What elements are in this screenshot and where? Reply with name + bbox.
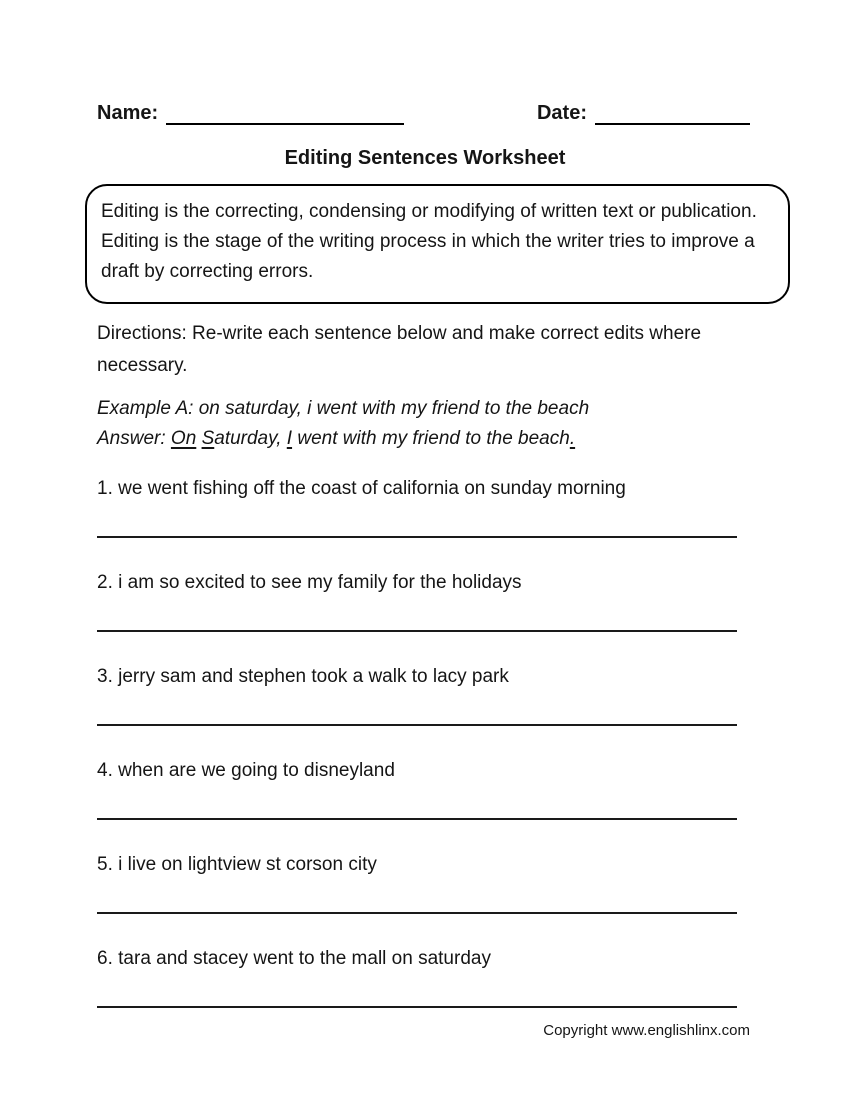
example-answer-segment-underlined: On [170,428,197,449]
sentence-body: we went fishing off the coast of california on sunday morning [118,478,626,499]
name-blank[interactable] [166,105,404,125]
example-answer-segment: went with my friend to the beach [292,428,570,449]
sentence-item-1 [97,478,850,538]
answer-blank-3[interactable] [97,724,737,726]
sentence-text-1 [97,478,850,500]
example-answer [97,424,750,454]
name-label: Name: [97,102,159,124]
example-answer-segment-underlined: S [201,428,215,449]
sentence-number: 3. [97,666,113,687]
sentence-text-3 [97,666,850,688]
page-title: Editing Sentences Worksheet [284,147,566,169]
footer [0,1022,750,1040]
example-block [97,394,750,454]
example-answer-segment-underlined: . [569,428,576,449]
example-answer-segment-underlined: I [286,428,293,449]
sentence-body: i am so excited to see my family for the holidays [118,572,522,593]
sentence-body: jerry sam and stephen took a walk to lacy park [118,666,509,687]
sentence-item-5 [97,854,850,914]
sentence-text-4 [97,760,850,782]
answer-blank-1[interactable] [97,536,737,538]
sentence-text-5 [97,854,850,876]
directions-text: Directions: Re-write each sentence below and make correct edits where necessary. [97,323,702,376]
date-blank[interactable] [595,105,750,125]
sentence-number: 4. [97,760,113,781]
sentence-item-6 [97,948,850,1008]
sentence-list [97,478,850,1008]
sentence-number: 6. [97,948,113,969]
sentence-body: when are we going to disneyland [118,760,395,781]
example-answer-segment: aturday, [214,428,287,449]
answer-blank-5[interactable] [97,912,737,914]
sentence-text-2 [97,572,850,594]
date-field-group [537,102,750,125]
definition-text: Editing is the correcting, condensing or modifying of written text or publication. Editing is the stage of the writing process in which the writer tries to improve a draft by correcting errors. [101,201,757,282]
sentence-number: 5. [97,854,113,875]
sentence-number: 2. [97,572,113,593]
sentence-text-6 [97,948,850,970]
sentence-body: i live on lightview st corson city [118,854,377,875]
definition-box [85,184,790,304]
copyright-text: Copyright www.englishlinx.com [543,1022,750,1039]
answer-blank-6[interactable] [97,1006,737,1008]
answer-blank-4[interactable] [97,818,737,820]
example-answer-segment: Answer: [97,428,171,449]
sentence-item-3 [97,666,850,726]
header [97,102,750,125]
name-field-group [97,102,404,125]
sentence-item-4 [97,760,850,820]
date-label: Date: [536,102,587,124]
sentence-body: tara and stacey went to the mall on saturday [118,948,491,969]
example-prompt: Example A: on saturday, i went with my friend to the beach [97,398,590,419]
answer-blank-2[interactable] [97,630,737,632]
sentence-number: 1. [97,478,113,499]
sentence-item-2 [97,572,850,632]
